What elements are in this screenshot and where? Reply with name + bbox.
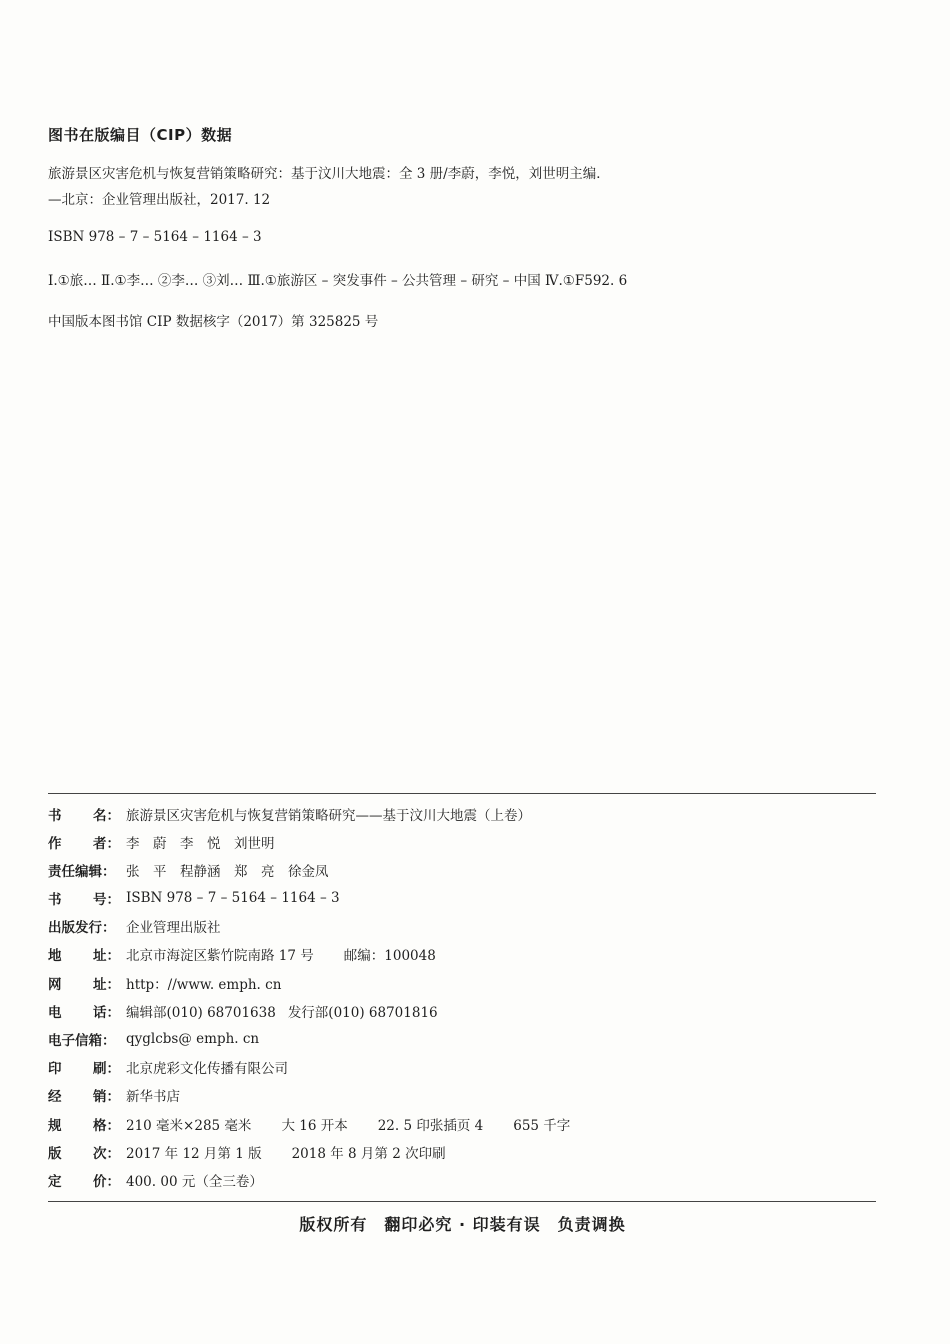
bottom-divider [48, 1201, 876, 1202]
info-value: 新华书店 [126, 1089, 180, 1105]
info-row-phone [48, 1000, 438, 1022]
info-row-address [48, 943, 436, 965]
email-link[interactable]: qyglcbs@ emph. cn [126, 1031, 260, 1047]
info-label: 地 址： [48, 948, 120, 964]
info-value: 2017 年 12 月第 1 版 [126, 1146, 262, 1162]
top-divider [48, 793, 876, 794]
info-label: 定 价： [48, 1174, 120, 1190]
info-label: 电子信箱： [48, 1033, 116, 1049]
copyright-notice: 版权所有 翻印必究 · 印装有误 负责调换 [299, 1215, 626, 1234]
info-value: 北京虎彩文化传播有限公司 [126, 1061, 288, 1077]
format: 大 16 开本 [281, 1118, 348, 1134]
info-label: 出版发行： [48, 920, 116, 936]
info-row-book-number [48, 887, 340, 909]
postal-code: 邮编：100048 [343, 948, 436, 964]
info-row-printer [48, 1056, 288, 1078]
sales-phone: 发行部(010) 68701816 [287, 1005, 438, 1021]
website-link[interactable]: http：//www. emph. cn [126, 977, 282, 993]
info-label: 书 号： [48, 892, 120, 908]
info-label: 版 次： [48, 1146, 120, 1162]
info-row-spec [48, 1113, 570, 1135]
cip-number: 中国版本图书馆 CIP 数据核字（2017）第 325825 号 [48, 314, 379, 330]
cip-book-description: 旅游景区灾害危机与恢复营销策略研究：基于汶川大地震：全 3 册/李蔚，李悦，刘世明主编． [48, 166, 610, 182]
info-value: ISBN 978 – 7 – 5164 – 1164 – 3 [126, 890, 340, 906]
info-row-email [48, 1028, 259, 1050]
cip-publisher-line: —北京：企业管理出版社，2017. 12 [48, 192, 271, 208]
info-label: 作 者： [48, 836, 120, 852]
info-row-edition [48, 1141, 446, 1163]
info-value: 企业管理出版社 [126, 920, 221, 936]
info-label: 书 名： [48, 808, 120, 824]
info-row-price [48, 1169, 263, 1191]
info-label: 网 址： [48, 977, 120, 993]
cip-isbn: ISBN 978 – 7 – 5164 – 1164 – 3 [48, 229, 262, 245]
info-label: 规 格： [48, 1118, 120, 1134]
info-value: 210 毫米×285 毫米 [126, 1118, 252, 1134]
info-label: 责任编辑： [48, 864, 116, 880]
printing: 2018 年 8 月第 2 次印刷 [291, 1146, 446, 1162]
info-label: 电 话： [48, 1005, 120, 1021]
info-row-publisher [48, 915, 221, 937]
sheets: 22. 5 印张插页 4 [377, 1118, 484, 1134]
info-value: 张 平 程静涵 郑 亮 徐金凤 [126, 864, 329, 880]
info-value: 旅游景区灾害危机与恢复营销策略研究——基于汶川大地震（上卷） [126, 808, 531, 824]
info-row-book-name [48, 803, 531, 825]
info-row-website [48, 972, 281, 994]
cip-title: 图书在版编目（CIP）数据 [48, 126, 233, 144]
info-value: 北京市海淀区紫竹院南路 17 号 [126, 948, 314, 964]
info-value: 李 蔚 李 悦 刘世明 [126, 836, 275, 852]
info-value: 编辑部(010) 68701638 [126, 1005, 276, 1021]
word-count: 655 千字 [513, 1118, 571, 1134]
info-row-distributor [48, 1084, 180, 1106]
info-label: 经 销： [48, 1089, 120, 1105]
cip-classification: Ⅰ.①旅… Ⅱ.①李… ②李… ③刘… Ⅲ.①旅游区 – 突发事件 – 公共管理 – 研究 – 中国 Ⅳ.①F592. 6 [48, 273, 628, 289]
info-row-author [48, 831, 275, 853]
info-value: 400. 00 元（全三卷） [126, 1174, 263, 1190]
info-label: 印 刷： [48, 1061, 120, 1077]
info-row-editor [48, 859, 329, 881]
